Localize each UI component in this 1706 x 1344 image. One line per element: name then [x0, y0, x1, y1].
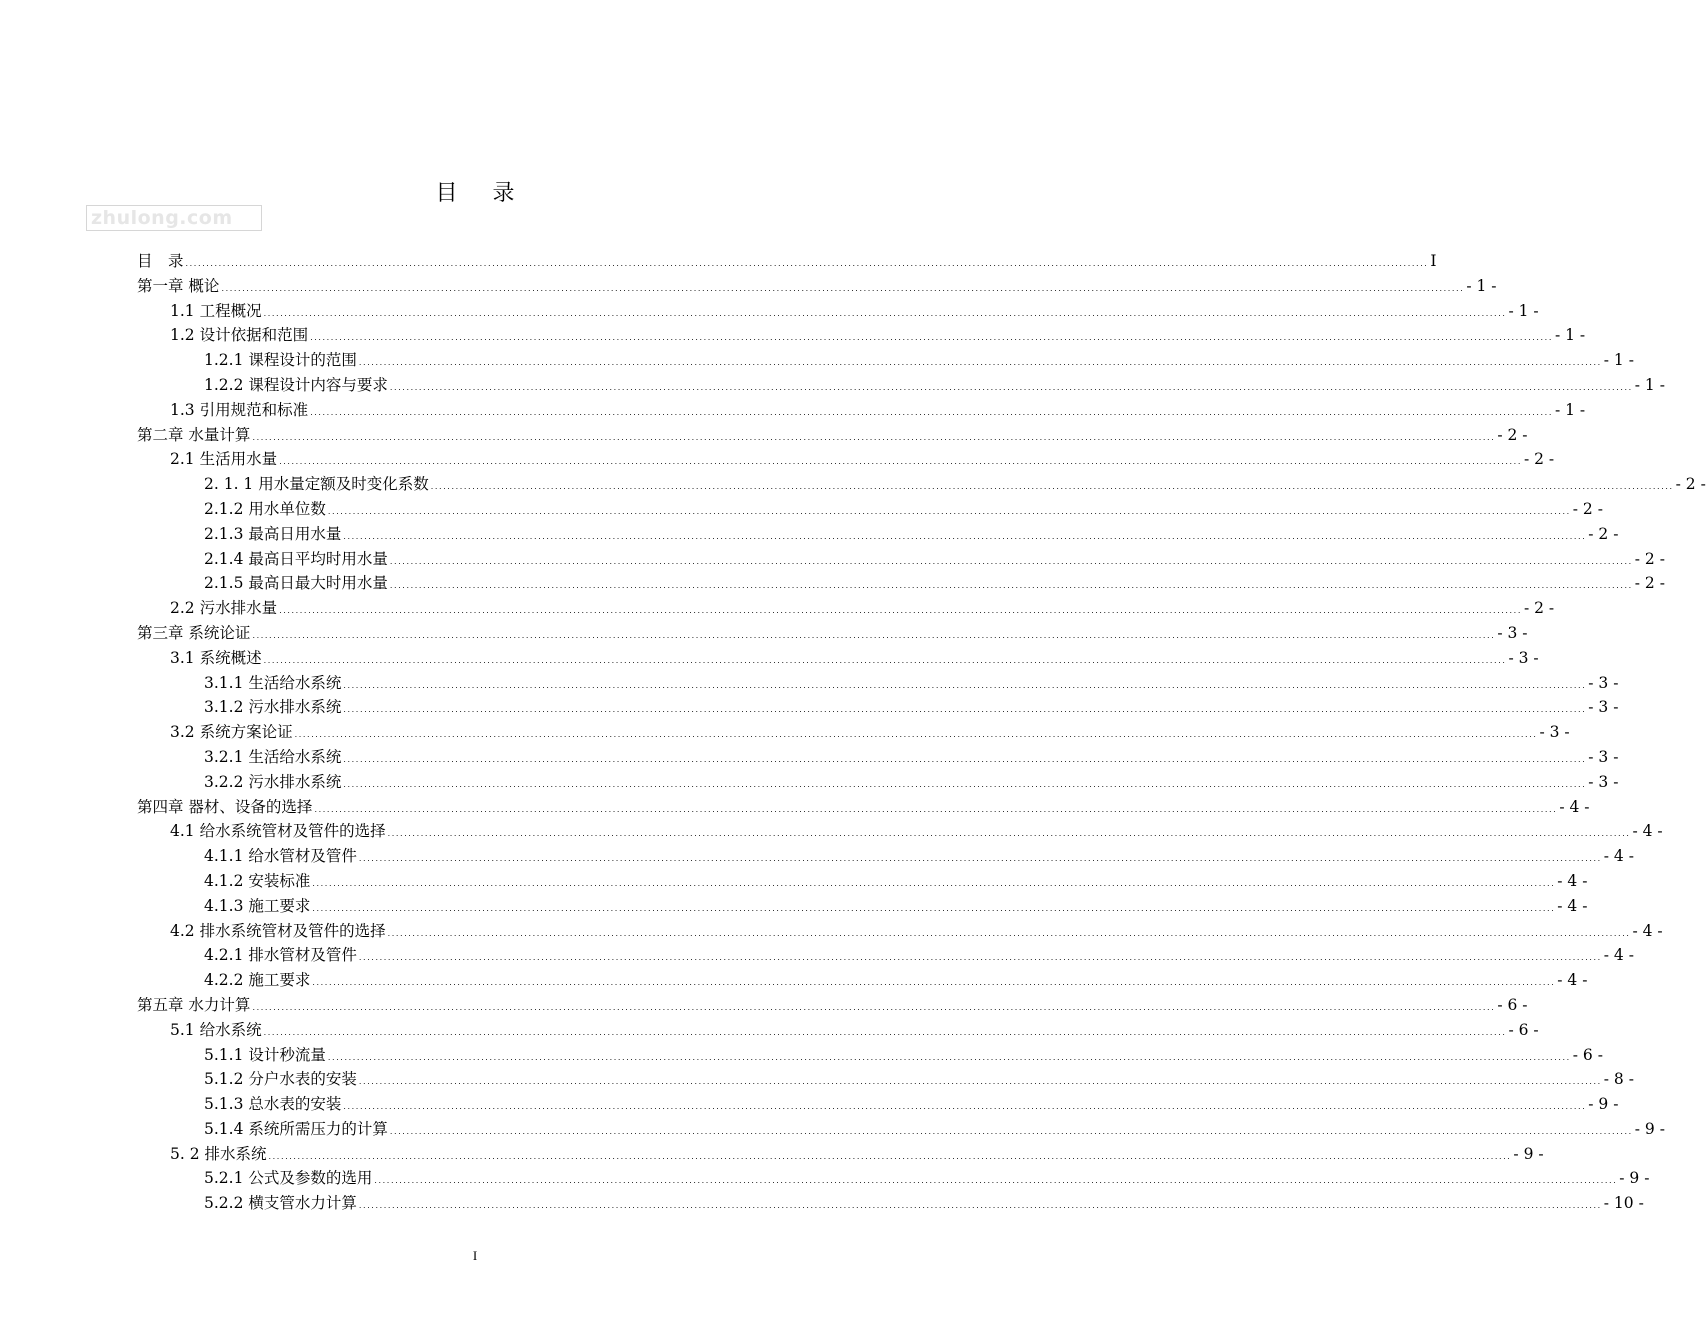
toc-entry[interactable]: [137, 919, 1663, 944]
toc-dot-leader: ............................................................................................................................................................................................................................................................................................................: [343, 680, 1587, 690]
toc-dot-leader: ............................................................................................................................................................................................................................................................................................................: [279, 606, 1522, 616]
toc-dot-leader: ............................................................................................................................................................................................................................................................................................................: [312, 903, 1556, 913]
toc-entry[interactable]: [137, 819, 1663, 844]
toc-entry-label: 5.1.4 系统所需压力的计算: [204, 1119, 388, 1138]
toc-entry-page: - 1 -: [1554, 326, 1586, 345]
toc-entry[interactable]: [137, 547, 1665, 572]
toc-entry-label: 5.1.3 总水表的安装: [204, 1095, 342, 1114]
toc-dot-leader: ............................................................................................................................................................................................................................................................................................................: [185, 259, 1429, 268]
toc-entry-label: 3.2.2 污水排水系统: [204, 772, 342, 791]
page-title: 目 录: [435, 181, 529, 206]
toc-entry-label: 2. 1. 1 用水量定额及时变化系数: [204, 475, 429, 494]
toc-entry[interactable]: [137, 695, 1619, 720]
toc-entry-page: - 2 -: [1523, 599, 1555, 618]
toc-entry-page: - 4 -: [1632, 822, 1663, 841]
toc-entry-page: - 2 -: [1634, 574, 1665, 593]
toc-dot-leader: ............................................................................................................................................................................................................................................................................................................: [389, 1126, 1633, 1136]
toc-dot-leader: ............................................................................................................................................................................................................................................................................................................: [263, 655, 1507, 665]
toc-dot-leader: ............................................................................................................................................................................................................................................................................................................: [343, 1102, 1587, 1112]
toc-entry-page: - 3 -: [1497, 623, 1528, 642]
toc-entry-label: 第三章 系统论证: [137, 623, 251, 642]
toc-dot-leader: ............................................................................................................................................................................................................................................................................................................: [312, 978, 1556, 988]
toc-entry[interactable]: [137, 1191, 1644, 1216]
toc-dot-leader: ............................................................................................................................................................................................................................................................................................................: [358, 1201, 1602, 1211]
toc-entry-label: 第一章 概论: [137, 276, 220, 295]
toc-entry-page: - 2 -: [1497, 425, 1528, 444]
toc-entry[interactable]: [137, 423, 1528, 448]
toc-entry[interactable]: [137, 646, 1539, 671]
toc-entry-page: - 4 -: [1603, 946, 1634, 965]
toc-dot-leader: ............................................................................................................................................................................................................................................................................................................: [387, 928, 1631, 938]
toc-entry-label: 5. 2 排水系统: [170, 1144, 267, 1163]
toc-entry-page: - 9 -: [1588, 1095, 1619, 1114]
toc-dot-leader: ............................................................................................................................................................................................................................................................................................................: [263, 1027, 1507, 1037]
toc-dot-leader: ............................................................................................................................................................................................................................................................................................................: [310, 407, 1553, 417]
toc-entry-label: 3.2.1 生活给水系统: [204, 747, 342, 766]
toc-entry-page: - 4 -: [1632, 921, 1663, 940]
toc-entry-label: 3.1 系统概述: [170, 648, 262, 667]
toc-dot-leader: ............................................................................................................................................................................................................................................................................................................: [268, 1151, 1512, 1161]
toc-dot-leader: ............................................................................................................................................................................................................................................................................................................: [327, 1052, 1571, 1062]
toc-entry-page: I: [1430, 252, 1437, 270]
toc-dot-leader: ............................................................................................................................................................................................................................................................................................................: [310, 333, 1553, 343]
toc-entry-page: - 4 -: [1557, 896, 1588, 915]
toc-dot-leader: ............................................................................................................................................................................................................................................................................................................: [252, 630, 1496, 640]
toc-entry[interactable]: [137, 795, 1590, 820]
toc-entry-label: 2.1.4 最高日平均时用水量: [204, 549, 388, 568]
toc-entry-page: - 4 -: [1603, 847, 1634, 866]
toc-entry-label: 5.1.1 设计秒流量: [204, 1045, 326, 1064]
toc-entry-page: - 3 -: [1588, 772, 1619, 791]
toc-entry-page: - 2 -: [1572, 499, 1603, 518]
toc-dot-leader: ............................................................................................................................................................................................................................................................................................................: [279, 457, 1522, 467]
toc-entry-label: 3.1.2 污水排水系统: [204, 698, 342, 717]
table-of-contents: [137, 249, 1706, 1216]
toc-entry[interactable]: [137, 1117, 1665, 1142]
toc-entry[interactable]: [137, 571, 1665, 596]
toc-dot-leader: ............................................................................................................................................................................................................................................................................................................: [294, 730, 1538, 740]
toc-entry[interactable]: [137, 348, 1634, 373]
toc-entry-label: 第二章 水量计算: [137, 425, 251, 444]
toc-entry-label: 4.1.1 给水管材及管件: [204, 847, 357, 866]
toc-entry-label: 4.1.3 施工要求: [204, 896, 311, 915]
toc-entry-page: - 6 -: [1508, 1020, 1539, 1039]
toc-entry-label: 1.3 引用规范和标准: [170, 400, 309, 419]
toc-entry[interactable]: [137, 398, 1586, 423]
toc-entry-label: 5.1.2 分户水表的安装: [204, 1070, 357, 1089]
toc-entry[interactable]: [137, 299, 1539, 324]
toc-entry[interactable]: [137, 249, 1437, 274]
toc-dot-leader: ............................................................................................................................................................................................................................................................................................................: [430, 482, 1674, 492]
toc-entry-label: 第四章 器材、设备的选择: [137, 797, 313, 816]
toc-entry-label: 3.1.1 生活给水系统: [204, 673, 342, 692]
toc-entry-page: - 2 -: [1675, 475, 1706, 494]
toc-entry-label: 1.2 设计依据和范围: [170, 326, 309, 345]
toc-entry-label: 4.1 给水系统管材及管件的选择: [170, 822, 386, 841]
toc-entry-page: - 3 -: [1588, 673, 1619, 692]
toc-dot-leader: ............................................................................................................................................................................................................................................................................................................: [314, 804, 1558, 814]
toc-dot-leader: ............................................................................................................................................................................................................................................................................................................: [312, 878, 1556, 888]
toc-entry-page: - 9 -: [1619, 1169, 1650, 1188]
toc-entry-page: - 3 -: [1539, 723, 1570, 742]
toc-entry[interactable]: [137, 770, 1619, 795]
toc-entry-label: 4.2.1 排水管材及管件: [204, 946, 357, 965]
toc-entry-label: 5.1 给水系统: [170, 1020, 262, 1039]
toc-entry-label: 2.1.5 最高日最大时用水量: [204, 574, 388, 593]
toc-dot-leader: ............................................................................................................................................................................................................................................................................................................: [358, 1077, 1602, 1087]
toc-entry-label: 第五章 水力计算: [137, 995, 251, 1014]
toc-dot-leader: ............................................................................................................................................................................................................................................................................................................: [358, 358, 1602, 368]
toc-entry-label: 5.2.1 公式及参数的选用: [204, 1169, 373, 1188]
toc-dot-leader: ............................................................................................................................................................................................................................................................................................................: [389, 556, 1633, 566]
toc-entry-page: - 6 -: [1497, 995, 1528, 1014]
toc-dot-leader: ............................................................................................................................................................................................................................................................................................................: [263, 308, 1507, 318]
toc-dot-leader: ............................................................................................................................................................................................................................................................................................................: [252, 432, 1496, 442]
toc-entry[interactable]: [137, 447, 1555, 472]
toc-dot-leader: ............................................................................................................................................................................................................................................................................................................: [221, 283, 1465, 293]
toc-dot-leader: ............................................................................................................................................................................................................................................................................................................: [343, 779, 1587, 789]
toc-entry-page: - 3 -: [1588, 698, 1619, 717]
toc-dot-leader: ............................................................................................................................................................................................................................................................................................................: [343, 531, 1587, 541]
toc-entry-page: - 1 -: [1603, 351, 1634, 370]
toc-entry-page: - 2 -: [1634, 549, 1665, 568]
toc-entry-page: - 9 -: [1513, 1144, 1544, 1163]
toc-entry-page: - 1 -: [1554, 400, 1586, 419]
toc-dot-leader: ............................................................................................................................................................................................................................................................................................................: [343, 705, 1587, 715]
toc-entry[interactable]: [137, 1142, 1544, 1167]
toc-dot-leader: ............................................................................................................................................................................................................................................................................................................: [389, 581, 1633, 591]
toc-entry[interactable]: [137, 497, 1603, 522]
toc-entry[interactable]: [137, 1067, 1634, 1092]
toc-dot-leader: ............................................................................................................................................................................................................................................................................................................: [327, 506, 1571, 516]
toc-entry-label: 2.1.2 用水单位数: [204, 499, 326, 518]
toc-entry[interactable]: [137, 869, 1588, 894]
toc-entry[interactable]: [137, 1092, 1619, 1117]
toc-entry[interactable]: [137, 720, 1570, 745]
toc-entry-label: 1.2.2 课程设计内容与要求: [204, 375, 388, 394]
toc-entry-label: 2.2 污水排水量: [170, 599, 278, 618]
toc-entry[interactable]: [137, 596, 1555, 621]
toc-dot-leader: ............................................................................................................................................................................................................................................................................................................: [358, 854, 1602, 864]
toc-entry-label: 4.2.2 施工要求: [204, 971, 311, 990]
toc-entry-page: - 1 -: [1508, 301, 1539, 320]
toc-entry-page: - 1 -: [1634, 375, 1665, 394]
toc-dot-leader: ............................................................................................................................................................................................................................................................................................................: [387, 829, 1631, 839]
toc-entry-label: 4.1.2 安装标准: [204, 871, 311, 890]
toc-entry-label: 1.2.1 课程设计的范围: [204, 351, 357, 370]
toc-entry-label: 2.1 生活用水量: [170, 450, 278, 469]
toc-entry[interactable]: [137, 1043, 1603, 1068]
toc-entry[interactable]: [137, 968, 1588, 993]
toc-entry[interactable]: [137, 943, 1634, 968]
toc-entry-page: - 3 -: [1508, 648, 1539, 667]
toc-entry[interactable]: [137, 522, 1619, 547]
toc-entry-label: 3.2 系统方案论证: [170, 723, 293, 742]
toc-entry-page: - 6 -: [1572, 1045, 1603, 1064]
toc-dot-leader: ............................................................................................................................................................................................................................................................................................................: [343, 754, 1587, 764]
toc-entry[interactable]: [137, 993, 1528, 1018]
toc-entry-page: - 2 -: [1588, 524, 1619, 543]
toc-entry[interactable]: [137, 323, 1586, 348]
toc-entry-label: 目 录: [137, 252, 184, 270]
toc-dot-leader: ............................................................................................................................................................................................................................................................................................................: [252, 1002, 1496, 1012]
toc-entry-page: - 1 -: [1466, 276, 1497, 295]
toc-entry-label: 5.2.2 横支管水力计算: [204, 1194, 357, 1213]
toc-entry-page: - 8 -: [1603, 1070, 1634, 1089]
toc-entry-page: - 3 -: [1588, 747, 1619, 766]
toc-entry[interactable]: [137, 1018, 1539, 1043]
toc-entry-page: - 10 -: [1603, 1194, 1644, 1213]
toc-entry[interactable]: [137, 894, 1588, 919]
toc-entry[interactable]: [137, 671, 1619, 696]
toc-entry[interactable]: [137, 373, 1665, 398]
toc-entry[interactable]: [137, 844, 1634, 869]
page-number: I: [472, 1248, 478, 1263]
toc-entry-page: - 9 -: [1634, 1119, 1665, 1138]
toc-dot-leader: ............................................................................................................................................................................................................................................................................................................: [374, 1176, 1618, 1186]
toc-entry[interactable]: [137, 274, 1497, 299]
toc-entry[interactable]: [137, 745, 1619, 770]
toc-entry-page: - 4 -: [1557, 871, 1588, 890]
toc-entry-page: - 4 -: [1557, 971, 1588, 990]
toc-dot-leader: ............................................................................................................................................................................................................................................................................................................: [358, 953, 1602, 963]
toc-entry-label: 2.1.3 最高日用水量: [204, 524, 342, 543]
watermark-logo: zhulong.com: [86, 205, 262, 231]
toc-entry[interactable]: [137, 1166, 1650, 1191]
toc-entry[interactable]: [137, 621, 1528, 646]
toc-dot-leader: ............................................................................................................................................................................................................................................................................................................: [389, 382, 1633, 392]
toc-entry-label: 1.1 工程概况: [170, 301, 262, 320]
toc-entry-label: 4.2 排水系统管材及管件的选择: [170, 921, 386, 940]
toc-entry-page: - 4 -: [1559, 797, 1590, 816]
toc-entry[interactable]: [137, 472, 1706, 497]
toc-entry-page: - 2 -: [1523, 450, 1555, 469]
